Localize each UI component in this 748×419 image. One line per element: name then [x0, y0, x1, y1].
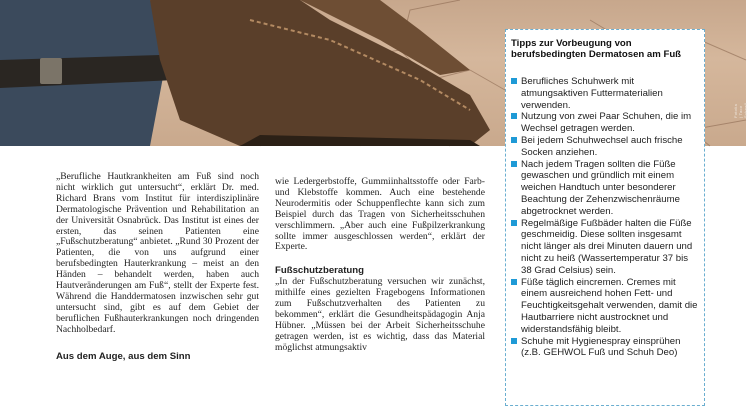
tips-title: Tipps zur Vorbeugung von berufsbedingten Dermatosen am Fuß [511, 38, 682, 60]
tip-item: Regelmäßige Fußbäder halten die Füße geschmeidig. Diese sollten insgesamt nicht länger als drei Minuten dauern und nicht zu heiß (Wassertemperatur 37 bis 38 Grad Celsius) sein. [511, 218, 700, 277]
article-paragraph: wie Ledergerbstoffe, Gummiinhaltsstoffe oder Farb- und Klebstoffe kommen. Auch eine bestehende Neurodermitis oder Schuppenflechte kann sich zum Beispiel durch das Tragen von Sicherheitsschuhen verschlimmern. „Aber auch eine Fußpilzerkrankung sollte immer ausgeschlossen werden“, erklärt der Experte. [275, 176, 485, 253]
tip-item: Nach jedem Tragen sollten die Füße gewaschen und gründlich mit einem weichen Handtuch unter besonderer Beachtung der Zehenzwischenräume abgetrocknet werden. [511, 159, 700, 218]
article-paragraph: „Berufliche Hautkrankheiten am Fuß sind noch nicht wirklich gut untersucht“, erklärt Dr. med. Richard Brans vom Institut für interdisziplinäre Dermatologische Prävention und Rehabilitation an der Universität Osnabrück. Das Institut ist eines der ersten, das seinen Patienten eine „Fußschutzberatung“ anbietet. „Rund 30 Prozent der Patienten, die von uns aufgrund einer berufsbedingten Hauterkrankung – meist an den Händen – behandelt werden, haben auch Hautveränderungen am Fuß“, stellt der Experte fest. Während die Handdermatosen inzwischen sehr gut untersucht sind, gibt es auf dem Gebiet der beruflichen Fußhauterkrankungen noch dringenden Nachholbedarf. [56, 171, 259, 335]
tips-list [511, 76, 700, 359]
section-subheading: Fußschutzberatung [275, 265, 365, 277]
tip-item: Nutzung von zwei Paar Schuhen, die im Wechsel getragen werden. [511, 111, 700, 135]
article-paragraph: „In der Fußschutzberatung versuchen wir zunächst, mithilfe eines gezielten Fragebogens Informationen zum Fußschutzverhalten des Patienten zu bekommen“, erklärt die Gesundheitspädagogin Anja Hübner. „Müssen bei der Arbeit Sicherheitsschuhe getragen werden, ist es wichtig, dass das Material möglichst atmungsaktiv [275, 276, 485, 353]
tips-box [505, 29, 705, 406]
tip-item: Füße täglich eincremen. Cremes mit einem ausreichend hohen Fett- und Feuchtigkeitsgehalt verwenden, damit die Hautbarriere nicht austrocknet und widerstandsfähig bleibt. [511, 277, 700, 336]
photo-credit: Fotolia | Taco Schnell [733, 102, 748, 118]
tip-item: Schuhe mit Hygienespray einsprühen (z.B. GEHWOL Fuß und Schuh Deo) [511, 336, 700, 360]
article-column-1 [56, 172, 259, 363]
tip-item: Berufliches Schuhwerk mit atmungsaktiven Futtermaterialien verwenden. [511, 76, 700, 111]
article-column-2 [275, 177, 485, 354]
tip-item: Bei jedem Schuhwechsel auch frische Socken anziehen. [511, 135, 700, 159]
section-subheading: Aus dem Auge, aus dem Sinn [56, 350, 191, 362]
